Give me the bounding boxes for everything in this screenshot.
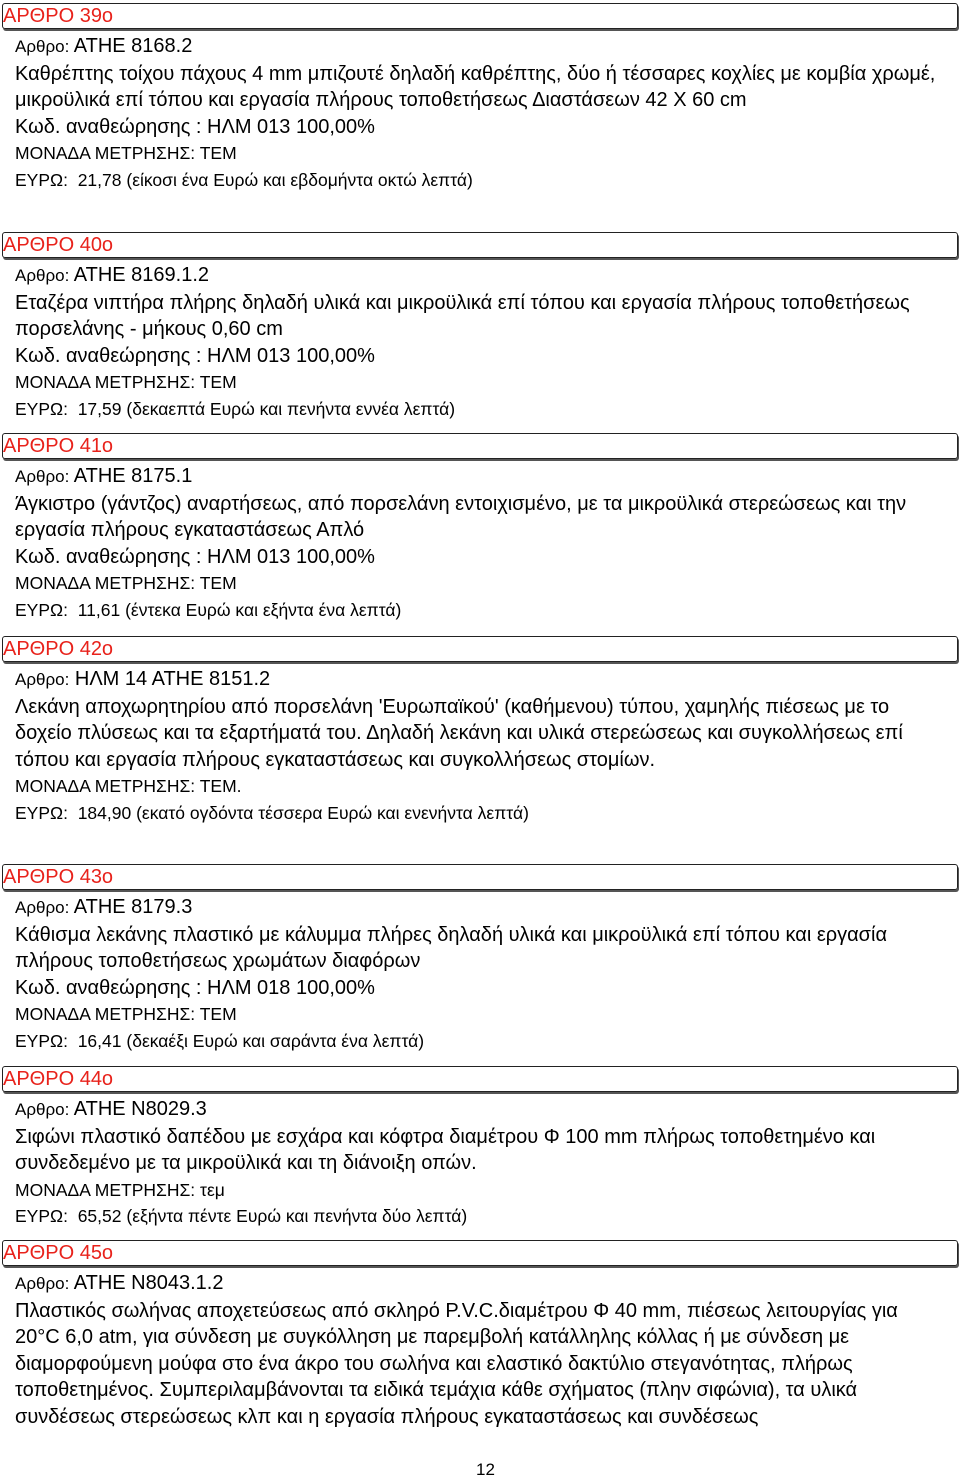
- unit-label: ΜΟΝΑΔΑ ΜΕΤΡΗΣΗΣ:: [15, 143, 196, 163]
- article-header: ΑΡΘΡΟ 42ο: [2, 636, 958, 662]
- unit-label: ΜΟΝΑΔΑ ΜΕΤΡΗΣΗΣ:: [15, 776, 196, 796]
- unit-value: τεμ: [200, 1179, 225, 1200]
- page-number: 12: [476, 1460, 495, 1479]
- price-value: 184,90: [77, 802, 132, 823]
- article-description: Λεκάνη αποχωρητηρίου από πορσελάνη 'Ευρωπαϊκού' (καθήμενου) τύπου, χαμηλής πιέσεως με το δοχείο πλύσεως και τα εξαρτήματά του. Δηλαδή λεκάνη και υλικά στερεώσεως και συγκολλήσεως επί τόπου και εργασία πλήρους εγκαταστάσεως και συγκολλήσεως στομίων.: [15, 695, 903, 771]
- arthro-label: Αρθρο:: [15, 37, 70, 56]
- article-41: [0, 433, 960, 623]
- arthro-value: ΑΤΗΕ 8168.2: [73, 35, 193, 57]
- arthro-value: ΑΤΗΕ 8169.1.2: [73, 264, 210, 286]
- unit-value: ΤΕΜ: [199, 1004, 237, 1024]
- article-description: Εταζέρα νιπτήρα πλήρης δηλαδή υλικά και μικροϋλικά επί τόπου και εργασία πλήρους τοποθετήσεως πορσελάνης - μήκους 0,60 cm: [15, 291, 910, 340]
- revision-code: Κωδ. αναθεώρησης : ΗΛΜ 013 100,00%: [15, 344, 375, 367]
- unit-label: ΜΟΝΑΔΑ ΜΕΤΡΗΣΗΣ:: [15, 372, 196, 392]
- arthro-label: Αρθρο:: [15, 1274, 70, 1293]
- article-description: Καθρέπτης τοίχου πάχους 4 mm μπιζουτέ δηλαδή καθρέπτης, δύο ή τέσσαρες κοχλίες με κομβία χρωμέ, μικροϋλικά επί τόπου και εργασία πλήρους τοποθετήσεως Διαστάσεων 42 Χ 60 cm: [15, 62, 936, 111]
- article-description: Άγκιστρο (γάντζος) αναρτήσεως, από πορσελάνη εντοιχισμένο, με τα μικροϋλικά στερεώσεως και την εργασία πλήρους εγκαταστάσεως Απλό: [15, 492, 907, 541]
- price-label: ΕΥΡΩ:: [15, 802, 68, 823]
- arthro-value: ΑΤΗΕ Ν8043.1.2: [73, 1272, 224, 1294]
- article-description: Σιφώνι πλαστικό δαπέδου με εσχάρα και κόφτρα διαμέτρου Φ 100 mm πλήρως τοποθετημένο και συνδεδεμένο με τα μικροϋλικά και τη διάνοιξη οπών.: [15, 1125, 876, 1174]
- unit-label: ΜΟΝΑΔΑ ΜΕΤΡΗΣΗΣ:: [15, 1004, 196, 1024]
- revision-code: Κωδ. αναθεώρησης : ΗΛΜ 013 100,00%: [15, 115, 375, 138]
- arthro-label: Αρθρο:: [15, 266, 70, 285]
- price-value: 65,52: [77, 1206, 122, 1226]
- article-header: ΑΡΘΡΟ 45ο: [2, 1240, 958, 1266]
- price-label: ΕΥΡΩ:: [15, 1030, 68, 1051]
- article-44: [0, 1066, 960, 1230]
- arthro-label: Αρθρο:: [15, 898, 70, 917]
- unit-value: ΤΕΜ: [199, 143, 237, 163]
- article-description: Κάθισμα λεκάνης πλαστικό με κάλυμμα πλήρες δηλαδή υλικά και μικροϋλικά επί τόπου και εργασία πλήρους τοποθετήσεως χρωμάτων διαφόρων: [15, 923, 888, 972]
- article-45: [0, 1240, 960, 1430]
- article-43: [0, 864, 960, 1054]
- article-header: ΑΡΘΡΟ 41ο: [2, 433, 958, 459]
- unit-label: ΜΟΝΑΔΑ ΜΕΤΡΗΣΗΣ:: [15, 573, 196, 593]
- price-words: (δεκαεπτά Ευρώ και πενήντα εννέα λεπτά): [126, 398, 456, 419]
- price-words: (είκοσι ένα Ευρώ και εβδομήντα οκτώ λεπτά): [126, 169, 473, 190]
- article-40: [0, 232, 960, 422]
- price-value: 17,59: [77, 398, 122, 419]
- price-label: ΕΥΡΩ:: [15, 169, 68, 190]
- article-header: ΑΡΘΡΟ 43ο: [2, 864, 958, 890]
- arthro-value: ΑΤΗΕ Ν8029.3: [73, 1098, 207, 1120]
- price-label: ΕΥΡΩ:: [15, 599, 68, 620]
- price-words: (εκατό ογδόντα τέσσερα Ευρώ και ενενήντα λεπτά): [136, 802, 529, 823]
- unit-label: ΜΟΝΑΔΑ ΜΕΤΡΗΣΗΣ:: [15, 1179, 196, 1200]
- price-value: 11,61: [77, 599, 121, 620]
- revision-code: Κωδ. αναθεώρησης : ΗΛΜ 018 100,00%: [15, 976, 375, 999]
- price-value: 16,41: [77, 1030, 122, 1051]
- unit-value: ΤΕΜ: [199, 372, 237, 392]
- price-label: ΕΥΡΩ:: [15, 1206, 68, 1226]
- price-label: ΕΥΡΩ:: [15, 398, 68, 419]
- revision-code: Κωδ. αναθεώρησης : ΗΛΜ 013 100,00%: [15, 545, 375, 568]
- price-value: 21,78: [77, 169, 122, 190]
- article-42: [0, 636, 960, 826]
- price-words: (έντεκα Ευρώ και εξήντα ένα λεπτά): [125, 599, 402, 620]
- arthro-label: Αρθρο:: [15, 467, 70, 486]
- article-header: ΑΡΘΡΟ 44ο: [2, 1066, 958, 1092]
- article-header: ΑΡΘΡΟ 39ο: [2, 3, 958, 29]
- article-description: Πλαστικός σωλήνας αποχετεύσεως από σκληρό P.V.C.διαμέτρου Φ 40 mm, πιέσεως λειτουργίας για 20°C 6,0 atm, για σύνδεση με συγκόλληση με παρεμβολή κατάλληλης κόλλας ή με σύνδεση με διαμορφούμενη μούφα στο ένα άκρο του σωλήνα και ελαστικό δακτύλιο στεγανότητας, πλήρως τοποθετημένος. Συμπεριλαμβάνονται τα ειδικά τεμάχια κάθε σχήματος (πλην σιφώνια), τα υλικά συνδέσεως στερεώσεως κλπ και η εργασία πλήρους εγκαταστάσεως και συνδέσεως: [15, 1299, 898, 1428]
- article-39: [0, 3, 960, 193]
- price-words: (δεκαέξι Ευρώ και σαράντα ένα λεπτά): [126, 1030, 425, 1051]
- arthro-value: ΑΤΗΕ 8179.3: [73, 896, 193, 918]
- price-words: (εξήντα πέντε Ευρώ και πενήντα δύο λεπτά): [126, 1206, 468, 1226]
- article-header: ΑΡΘΡΟ 40ο: [2, 232, 958, 258]
- unit-value: ΤΕΜ: [199, 573, 237, 593]
- arthro-label: Αρθρο:: [15, 1100, 70, 1119]
- arthro-label: Αρθρο:: [15, 670, 70, 689]
- arthro-value: ΑΤΗΕ 8175.1: [73, 465, 193, 487]
- unit-value: ΤΕΜ.: [199, 776, 242, 796]
- arthro-value: ΗΛΜ 14 ΑΤΗΕ 8151.2: [74, 668, 271, 690]
